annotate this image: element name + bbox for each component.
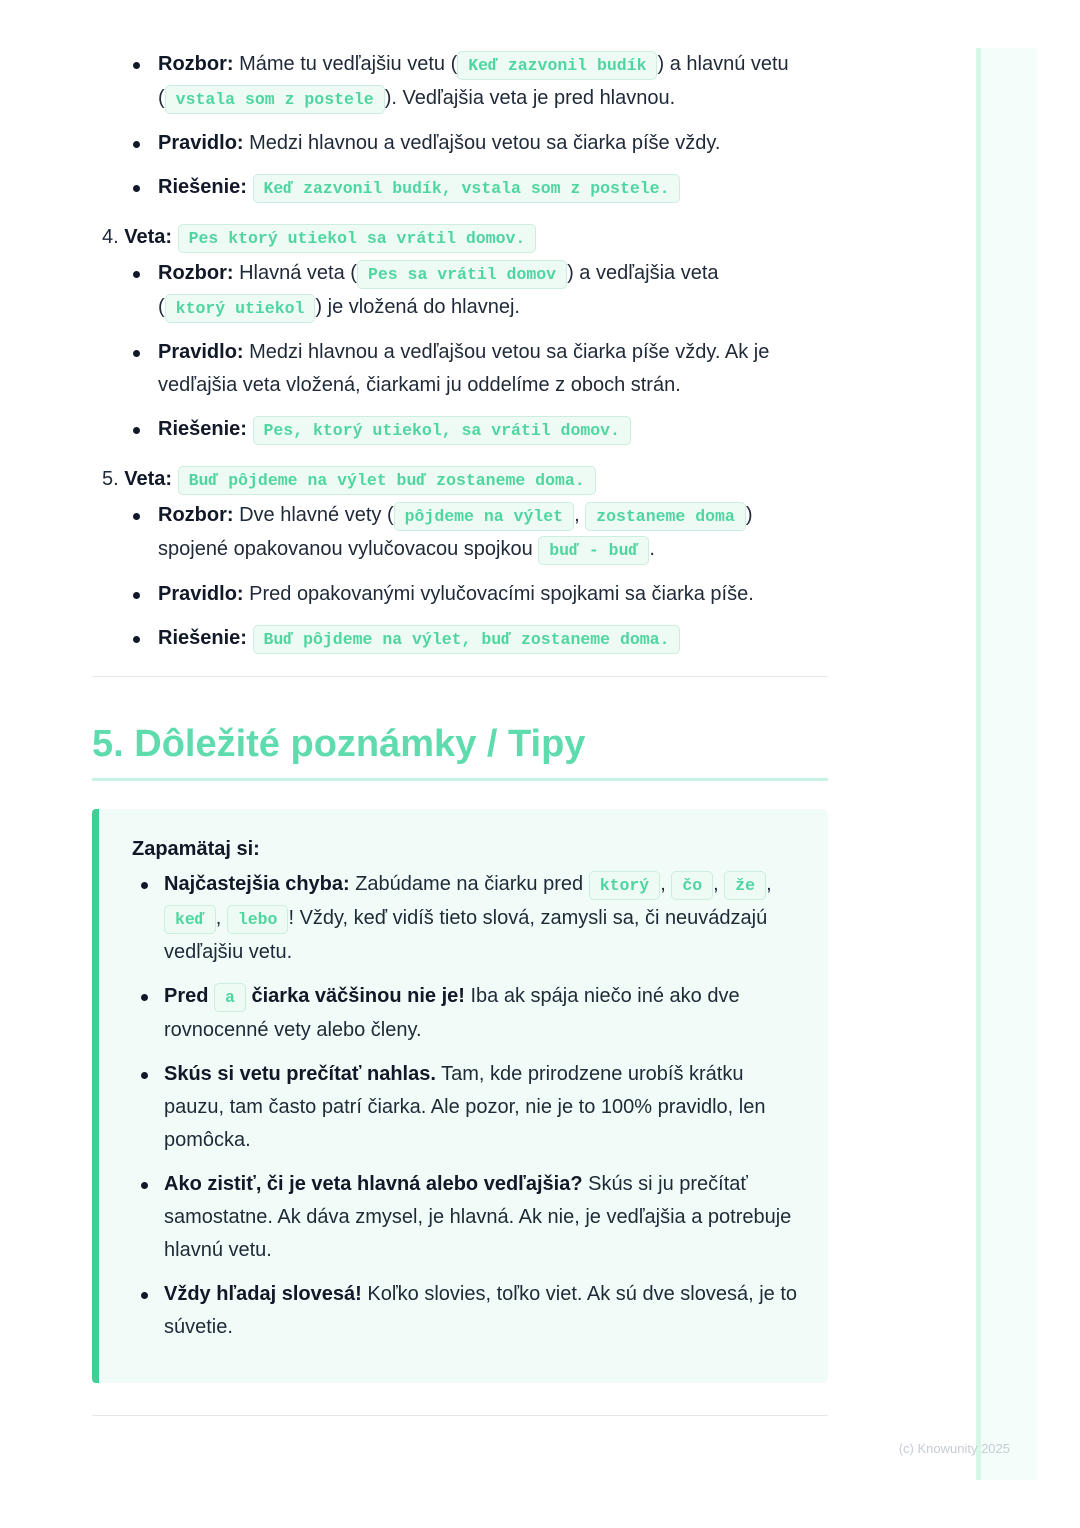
text: Tam, kde prirodzene urobíš krátku pauzu, tam často patrí čiarka. Ale pozor, nie je to 100% pravidlo, len pomôcka. <box>164 1063 766 1151</box>
text: . <box>649 538 655 560</box>
tip-item <box>132 980 798 1047</box>
document-content <box>92 48 828 1416</box>
example-4-details <box>92 257 828 447</box>
text: ). Vedľajšia veta je pred hlavnou. <box>384 87 676 109</box>
text: ! Vždy, keď vidíš tieto slová, zamysli sa, či neuvádzajú vedľajšiu vetu. <box>164 907 768 963</box>
rozbor-label: Rozbor: <box>158 504 234 526</box>
text: Pred opakovanými vylučovacími spojkami sa čiarka píše. <box>243 583 754 605</box>
inline-code: že <box>724 871 766 900</box>
riesenie-item <box>92 622 828 656</box>
inline-code: vstala som z postele <box>165 85 385 114</box>
text: ) a vedľajšia veta ( <box>158 262 719 318</box>
tip-bold: Ako zistiť, či je veta hlavná alebo vedľajšia? <box>164 1173 583 1195</box>
text: Dve hlavné vety ( <box>233 504 394 526</box>
inline-code: Pes ktorý utiekol sa vrátil domov. <box>178 224 537 253</box>
text: Medzi hlavnou a vedľajšou vetou sa čiarka píše vždy. <box>243 132 721 154</box>
pravidlo-item <box>92 578 828 611</box>
text: ) spojené opakovanou vylučovacou spojkou <box>158 504 753 560</box>
rozbor-item <box>92 499 828 567</box>
tips-callout <box>92 809 828 1383</box>
pravidlo-item <box>92 127 828 160</box>
tip-item <box>132 1058 798 1157</box>
inline-code: pôjdeme na výlet <box>394 502 574 531</box>
tip-bold: čiarka väčšinou nie je! <box>245 985 465 1007</box>
riesenie-label: Riešenie: <box>158 418 247 440</box>
text: Zabúdame na čiarku pred <box>349 873 589 895</box>
tip-item <box>132 1168 798 1267</box>
veta-label: Veta: <box>124 468 173 490</box>
inline-code: Buď pôjdeme na výlet, buď zostaneme doma. <box>253 625 681 654</box>
inline-code: čo <box>671 871 713 900</box>
pravidlo-item <box>92 336 828 402</box>
inline-code: a <box>214 983 246 1012</box>
inline-code: Keď zazvonil budík <box>457 51 657 80</box>
example-4-veta <box>92 221 828 255</box>
text: Hlavná veta ( <box>233 262 357 284</box>
example-5-veta <box>92 463 828 497</box>
page-side-strip <box>976 48 1037 1480</box>
rozbor-label: Rozbor: <box>158 262 234 284</box>
inline-code: ktorý utiekol <box>165 294 316 323</box>
inline-code: zostaneme doma <box>585 502 746 531</box>
text: Skús si ju prečítať samostatne. Ak dáva zmysel, je hlavná. Ak nie, je vedľajšia a potrebuje hlavnú vetu. <box>164 1173 792 1261</box>
list-number: 4. <box>102 226 119 248</box>
pravidlo-label: Pravidlo: <box>158 583 244 605</box>
tip-bold: Najčastejšia chyba: <box>164 873 350 895</box>
inline-code: Buď pôjdeme na výlet buď zostaneme doma. <box>178 466 596 495</box>
inline-code: keď <box>164 905 216 934</box>
riesenie-item <box>92 171 828 205</box>
rozbor-label: Rozbor: <box>158 53 234 75</box>
tip-item <box>132 1278 798 1344</box>
rozbor-item <box>92 48 828 116</box>
callout-title: Zapamätaj si: <box>132 838 260 860</box>
text: Koľko slovies, toľko viet. Ak sú dve slovesá, je to súvetie. <box>164 1283 798 1338</box>
riesenie-label: Riešenie: <box>158 627 247 649</box>
divider <box>92 676 828 677</box>
section-heading: 5. Dôležité poznámky / Tipy <box>92 723 828 781</box>
list-number: 5. <box>102 468 119 490</box>
text: Máme tu vedľajšiu vetu ( <box>233 53 458 75</box>
tip-bold: Pred <box>164 985 215 1007</box>
tip-bold: Vždy hľadaj slovesá! <box>164 1283 362 1305</box>
inline-code: Pes sa vrátil domov <box>357 260 567 289</box>
inline-code: Pes, ktorý utiekol, sa vrátil domov. <box>253 416 631 445</box>
tip-bold: Skús si vetu prečítať nahlas. <box>164 1063 436 1085</box>
rozbor-item <box>92 257 828 325</box>
divider <box>92 1415 828 1416</box>
inline-code: Keď zazvonil budík, vstala som z postele. <box>253 174 681 203</box>
example-3-details <box>92 48 828 205</box>
tips-list <box>132 868 798 1344</box>
text: ) a hlavnú vetu ( <box>158 53 789 109</box>
text: Iba ak spája niečo iné ako dve rovnocenné vety alebo členy. <box>164 985 740 1041</box>
example-5-details <box>92 499 828 656</box>
text: , <box>574 504 586 526</box>
inline-code: ktorý <box>589 871 661 900</box>
riesenie-item <box>92 413 828 447</box>
text: ) je vložená do hlavnej. <box>315 296 520 318</box>
footer-copyright: (c) Knowunity 2025 <box>898 1441 1010 1456</box>
pravidlo-label: Pravidlo: <box>158 341 244 363</box>
inline-code: lebo <box>227 905 289 934</box>
veta-label: Veta: <box>124 226 173 248</box>
text: Medzi hlavnou a vedľajšou vetou sa čiarka píše vždy. Ak je vedľajšia veta vložená, čiarkami ju oddelíme z oboch strán. <box>158 341 770 396</box>
tip-item: Najčastejšia chyba: Zabúdame na čiarku pred ktorý , čo , že , keď , lebo ! Vždy, keď vidíš tieto slová, zamysli sa, či neuvádzajú vedľajšiu vetu. <box>132 868 798 969</box>
riesenie-label: Riešenie: <box>158 176 247 198</box>
pravidlo-label: Pravidlo: <box>158 132 244 154</box>
inline-code: buď - buď <box>538 536 649 565</box>
